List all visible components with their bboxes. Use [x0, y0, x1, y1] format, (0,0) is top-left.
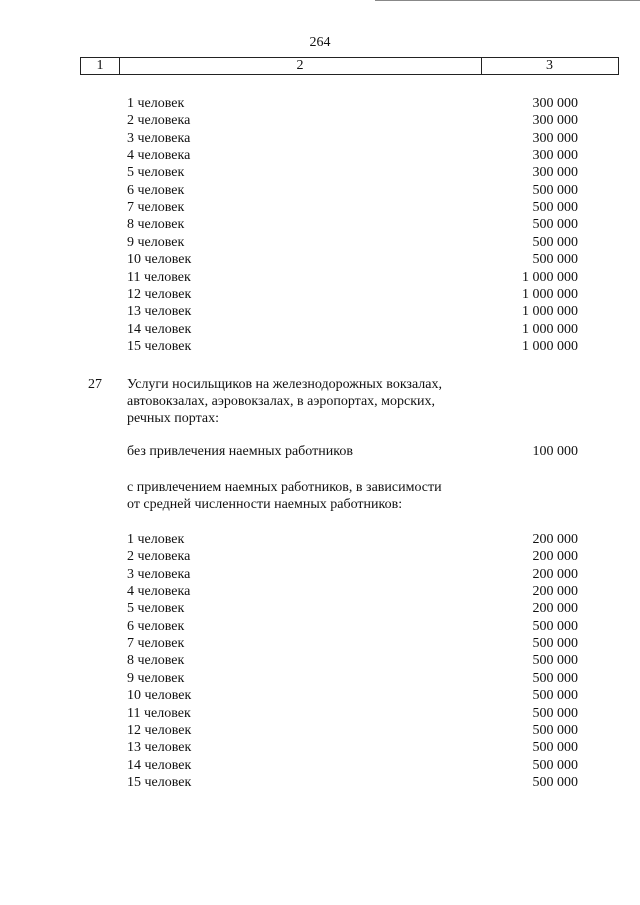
item-number: 27	[88, 377, 102, 392]
table-row-label: 2 человека	[127, 549, 191, 564]
table-row-value: 500 000	[532, 252, 578, 267]
table-row-label: 8 человек	[127, 653, 185, 668]
header-col-3: 3	[546, 58, 553, 73]
table-row-label: 11 человек	[127, 706, 191, 721]
table-header	[80, 57, 619, 75]
table-row-label: 9 человек	[127, 671, 185, 686]
table-row-value: 500 000	[532, 653, 578, 668]
table-row-value: 300 000	[532, 148, 578, 163]
table-row-label: 12 человек	[127, 287, 192, 302]
hired-heading-line: от средней численности наемных работников:	[127, 497, 403, 512]
table-row-value: 300 000	[532, 113, 578, 128]
table-row-value: 500 000	[532, 183, 578, 198]
header-col-2: 2	[296, 58, 304, 73]
table-row-value: 500 000	[532, 775, 578, 790]
table-row-label: 1 человек	[127, 532, 185, 547]
table-row-label: 2 человека	[127, 113, 191, 128]
table-row-label: 5 человек	[127, 601, 185, 616]
table-row-value: 1 000 000	[522, 287, 578, 302]
item-title-line: речных портах:	[127, 411, 220, 426]
table-row-label: 7 человек	[127, 636, 185, 651]
table-row-value: 500 000	[532, 217, 578, 232]
table-row-label: 5 человек	[127, 165, 185, 180]
header-col-1: 1	[96, 58, 104, 73]
table-row-value: 1 000 000	[522, 270, 578, 285]
table-row-label: 13 человек	[127, 740, 192, 755]
page-number: 264	[309, 35, 331, 50]
table-row-label: 6 человек	[127, 619, 185, 634]
table-row-label: 8 человек	[127, 217, 185, 232]
table-row-value: 500 000	[532, 758, 578, 773]
table-row-label: 15 человек	[127, 339, 192, 354]
table-row-value: 200 000	[532, 584, 578, 599]
table-row-label: 14 человек	[127, 758, 192, 773]
table-row-value: 500 000	[532, 688, 578, 703]
table-row-value: 500 000	[532, 200, 578, 215]
top-rule	[375, 0, 640, 1]
table-row-label: 13 человек	[127, 304, 192, 319]
table-row-label: 3 человека	[127, 131, 191, 146]
table-row-value: 500 000	[532, 671, 578, 686]
table-row-label: 11 человек	[127, 270, 191, 285]
table-row-label: 3 человека	[127, 567, 191, 582]
table-row-label: 7 человек	[127, 200, 185, 215]
table-row-value: 1 000 000	[522, 322, 578, 337]
table-row-label: 4 человека	[127, 584, 191, 599]
table-row-value: 200 000	[532, 549, 578, 564]
table-row-value: 200 000	[532, 601, 578, 616]
item-title-line: автовокзалах, аэровокзалах, в аэропортах, морских,	[127, 394, 436, 409]
no-hired-value: 100 000	[532, 444, 578, 459]
table-row-label: 10 человек	[127, 688, 192, 703]
table-row-label: 1 человек	[127, 96, 185, 111]
table-row-label: 14 человек	[127, 322, 192, 337]
table-row-value: 300 000	[532, 131, 578, 146]
item-title-line: Услуги носильщиков на железнодорожных вокзалах,	[127, 377, 442, 392]
table-row-value: 300 000	[532, 165, 578, 180]
table-row-value: 500 000	[532, 619, 578, 634]
table-row-label: 4 человека	[127, 148, 191, 163]
table-row-value: 300 000	[532, 96, 578, 111]
table-row-value: 200 000	[532, 567, 578, 582]
table-row-value: 200 000	[532, 532, 578, 547]
table-row-value: 1 000 000	[522, 304, 578, 319]
hired-heading-line: с привлечением наемных работников, в зависимости	[127, 480, 442, 495]
table-row-value: 500 000	[532, 235, 578, 250]
table-row-value: 1 000 000	[522, 339, 578, 354]
table-row-value: 500 000	[532, 636, 578, 651]
table-row-value: 500 000	[532, 723, 578, 738]
table-row-value: 500 000	[532, 706, 578, 721]
table-row-label: 9 человек	[127, 235, 185, 250]
table-row-label: 6 человек	[127, 183, 185, 198]
table-row-label: 10 человек	[127, 252, 192, 267]
no-hired-label: без привлечения наемных работников	[127, 444, 353, 459]
table-row-value: 500 000	[532, 740, 578, 755]
table-row-label: 12 человек	[127, 723, 192, 738]
table-row-label: 15 человек	[127, 775, 192, 790]
